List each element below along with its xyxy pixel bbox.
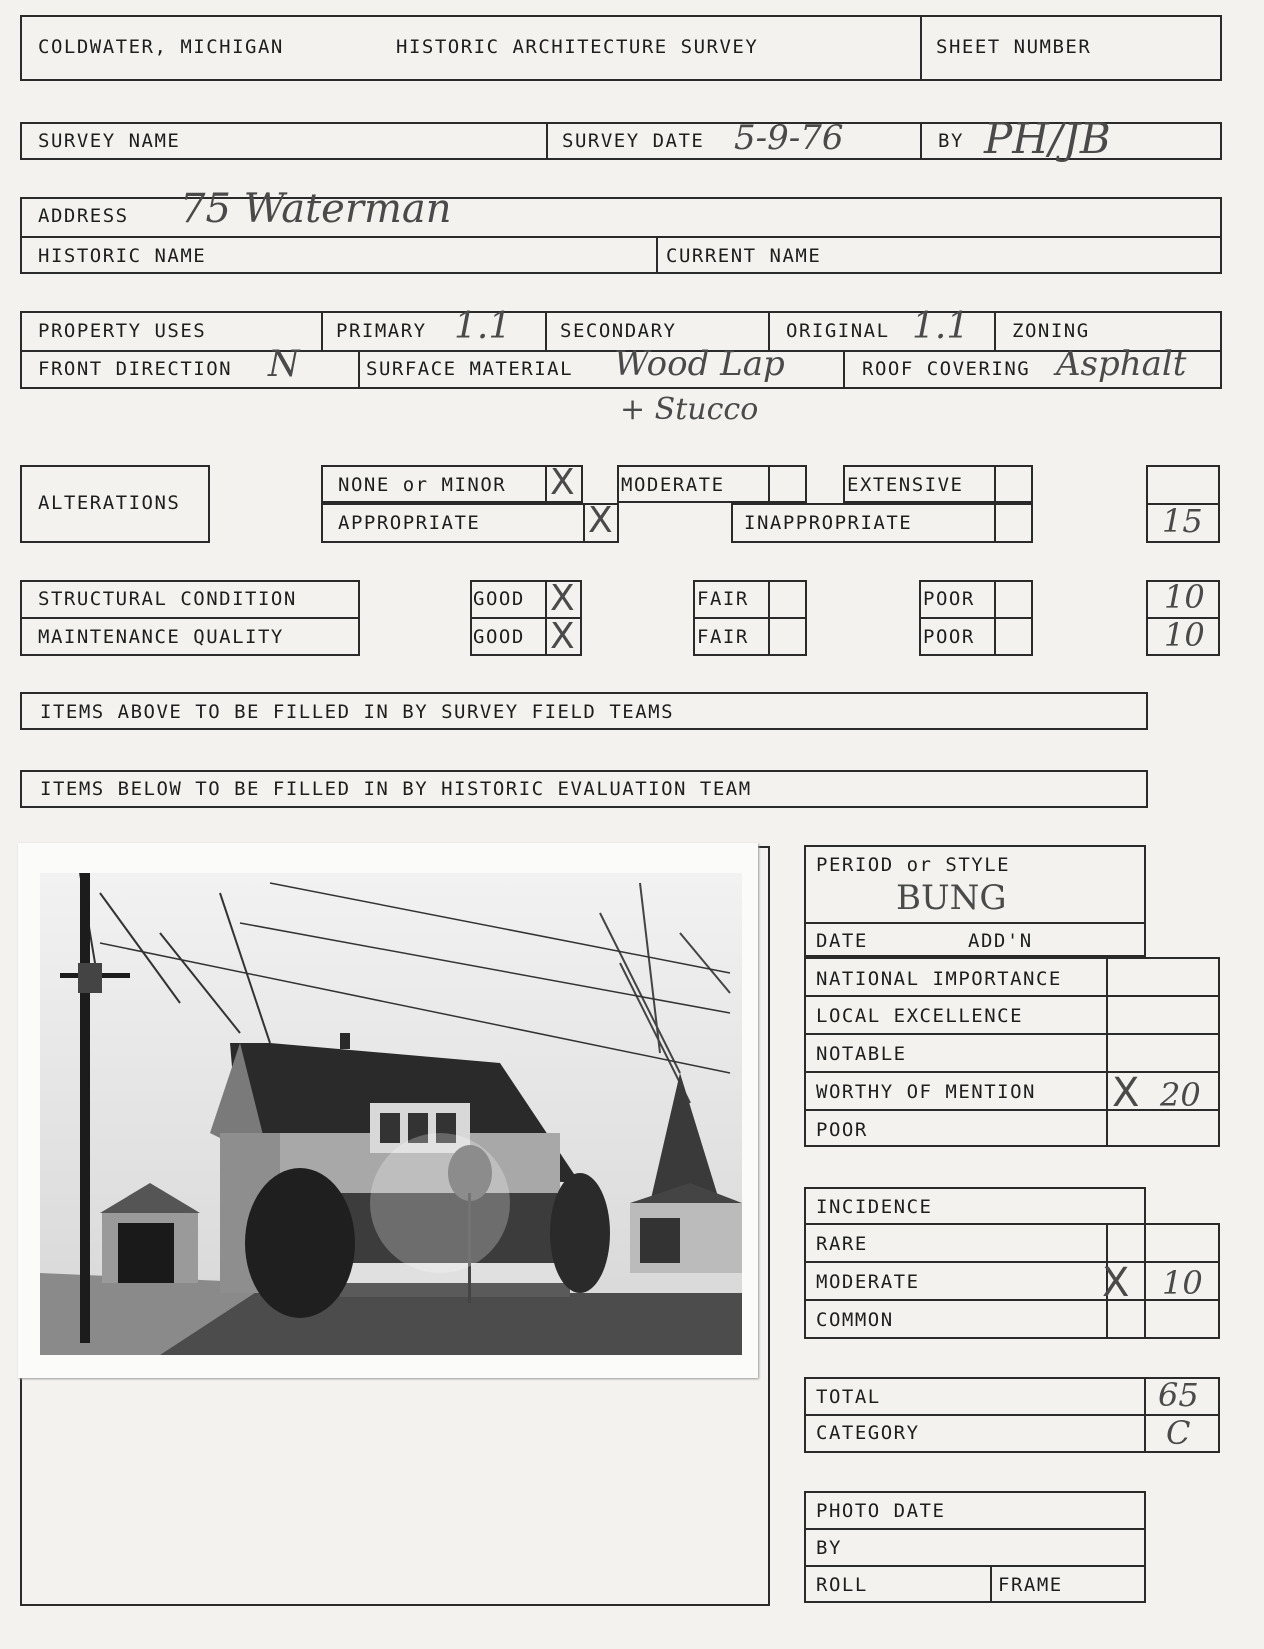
divider [321,311,323,351]
date-label: DATE [816,930,868,952]
category-value[interactable]: C [1166,1414,1191,1452]
divider [804,995,1220,997]
survey-date-value[interactable]: 5-9-76 [734,118,844,158]
address-label: ADDRESS [38,205,129,227]
divider [1144,1377,1146,1453]
divider [656,236,658,274]
alterations-label: ALTERATIONS [38,492,181,514]
worthy-mark[interactable]: X [1112,1070,1140,1116]
fair-label-2: FAIR [697,626,749,648]
header-divider [920,15,922,81]
divider [920,122,922,160]
divider [804,1565,1146,1567]
roll-label: ROLL [816,1574,868,1596]
structural-label: STRUCTURAL CONDITION [38,588,297,610]
divider [768,580,770,656]
divider [1144,1223,1146,1339]
divider [843,350,845,389]
alterations-score[interactable]: 15 [1162,502,1203,540]
incidence-label: INCIDENCE [816,1196,933,1218]
divider [804,1299,1220,1301]
note-below: ITEMS BELOW TO BE FILLED IN BY HISTORIC EVALUATION TEAM [40,778,752,800]
divider [358,350,360,389]
address-value[interactable]: 75 Waterman [180,186,452,232]
surface-material-value[interactable]: Wood Lap [614,344,785,384]
survey-by-label: BY [938,130,964,152]
divider [804,922,1146,924]
divider [804,1109,1220,1111]
rare-label: RARE [816,1233,868,1255]
divider [804,1414,1220,1416]
frame-label: FRAME [998,1574,1063,1596]
divider [994,311,996,351]
photo-by-label: BY [816,1537,842,1559]
house-photo [18,843,758,1378]
divider [990,1565,992,1603]
divider [994,580,996,656]
roof-covering-label: ROOF COVERING [862,358,1031,380]
divider [545,580,547,656]
inappropriate-label: INAPPROPRIATE [744,512,913,534]
total-label: TOTAL [816,1386,881,1408]
divider [20,617,360,619]
survey-date-label: SURVEY DATE [562,130,705,152]
category-label: CATEGORY [816,1422,920,1444]
divider [804,1261,1220,1263]
incidence-score[interactable]: 10 [1162,1264,1203,1302]
divider [804,1528,1146,1530]
period-label: PERIOD or STYLE [816,854,1011,876]
form-title: HISTORIC ARCHITECTURE SURVEY [396,36,759,58]
total-value[interactable]: 65 [1158,1376,1199,1414]
divider [768,465,770,503]
front-direction-label: FRONT DIRECTION [38,358,233,380]
good-label-2: GOOD [473,626,525,648]
original-value[interactable]: 1.1 [912,306,970,347]
house-photo-image [40,873,742,1355]
none-minor-label: NONE or MINOR [338,474,507,496]
appropriate-mark[interactable]: X [588,500,613,541]
historic-name-label: HISTORIC NAME [38,245,207,267]
divider [546,122,548,160]
worthy-score[interactable]: 20 [1160,1076,1201,1114]
notable-label: NOTABLE [816,1043,907,1065]
common-label: COMMON [816,1309,894,1331]
divider [693,617,807,619]
roof-covering-value[interactable]: Asphalt [1056,344,1187,384]
structural-good-mark[interactable]: X [550,578,575,619]
divider [919,617,1033,619]
surface-material-label: SURFACE MATERIAL [366,358,574,380]
worthy-label: WORTHY OF MENTION [816,1081,1036,1103]
maintenance-good-mark[interactable]: X [550,616,575,657]
property-uses-label: PROPERTY USES [38,320,207,342]
primary-label: PRIMARY [336,320,427,342]
divider [994,503,996,543]
addn-label: ADD'N [968,930,1033,952]
surface-material-value-2[interactable]: + Stucco [620,392,759,427]
incidence-mark[interactable]: X [1102,1260,1130,1306]
note-above: ITEMS ABOVE TO BE FILLED IN BY SURVEY FIELD TEAMS [40,701,675,723]
fair-label-1: FAIR [697,588,749,610]
maintenance-label: MAINTENANCE QUALITY [38,626,284,648]
national-importance-label: NATIONAL IMPORTANCE [816,968,1062,990]
photo-date-label: PHOTO DATE [816,1500,946,1522]
divider [804,1071,1220,1073]
divider [20,236,1222,238]
survey-name-label: SURVEY NAME [38,130,181,152]
extensive-label: EXTENSIVE [847,474,964,496]
original-label: ORIGINAL [786,320,890,342]
zoning-label: ZONING [1012,320,1090,342]
moderate-label: MODERATE [621,474,725,496]
primary-value[interactable]: 1.1 [454,306,512,347]
divider [583,503,585,543]
city-label: COLDWATER, MICHIGAN [38,36,284,58]
poor-label-1: POOR [923,588,975,610]
divider [1106,957,1108,1147]
survey-by-value[interactable]: PH/JB [984,114,1111,163]
incidence-moderate-label: MODERATE [816,1271,920,1293]
appropriate-label: APPROPRIATE [338,512,481,534]
divider [804,1033,1220,1035]
secondary-label: SECONDARY [560,320,677,342]
current-name-label: CURRENT NAME [666,245,822,267]
structural-score[interactable]: 10 [1164,578,1205,616]
none-minor-mark[interactable]: X [550,462,575,503]
local-excellence-label: LOCAL EXCELLENCE [816,1005,1024,1027]
divider [994,465,996,503]
divider [545,311,547,351]
maintenance-score[interactable]: 10 [1164,616,1205,654]
eval-poor-label: POOR [816,1119,868,1141]
poor-label-2: POOR [923,626,975,648]
divider [545,465,547,503]
sheet-number-label: SHEET NUMBER [936,36,1092,58]
good-label-1: GOOD [473,588,525,610]
front-direction-value[interactable]: N [268,344,300,385]
period-value[interactable]: BUNG [896,878,1007,918]
